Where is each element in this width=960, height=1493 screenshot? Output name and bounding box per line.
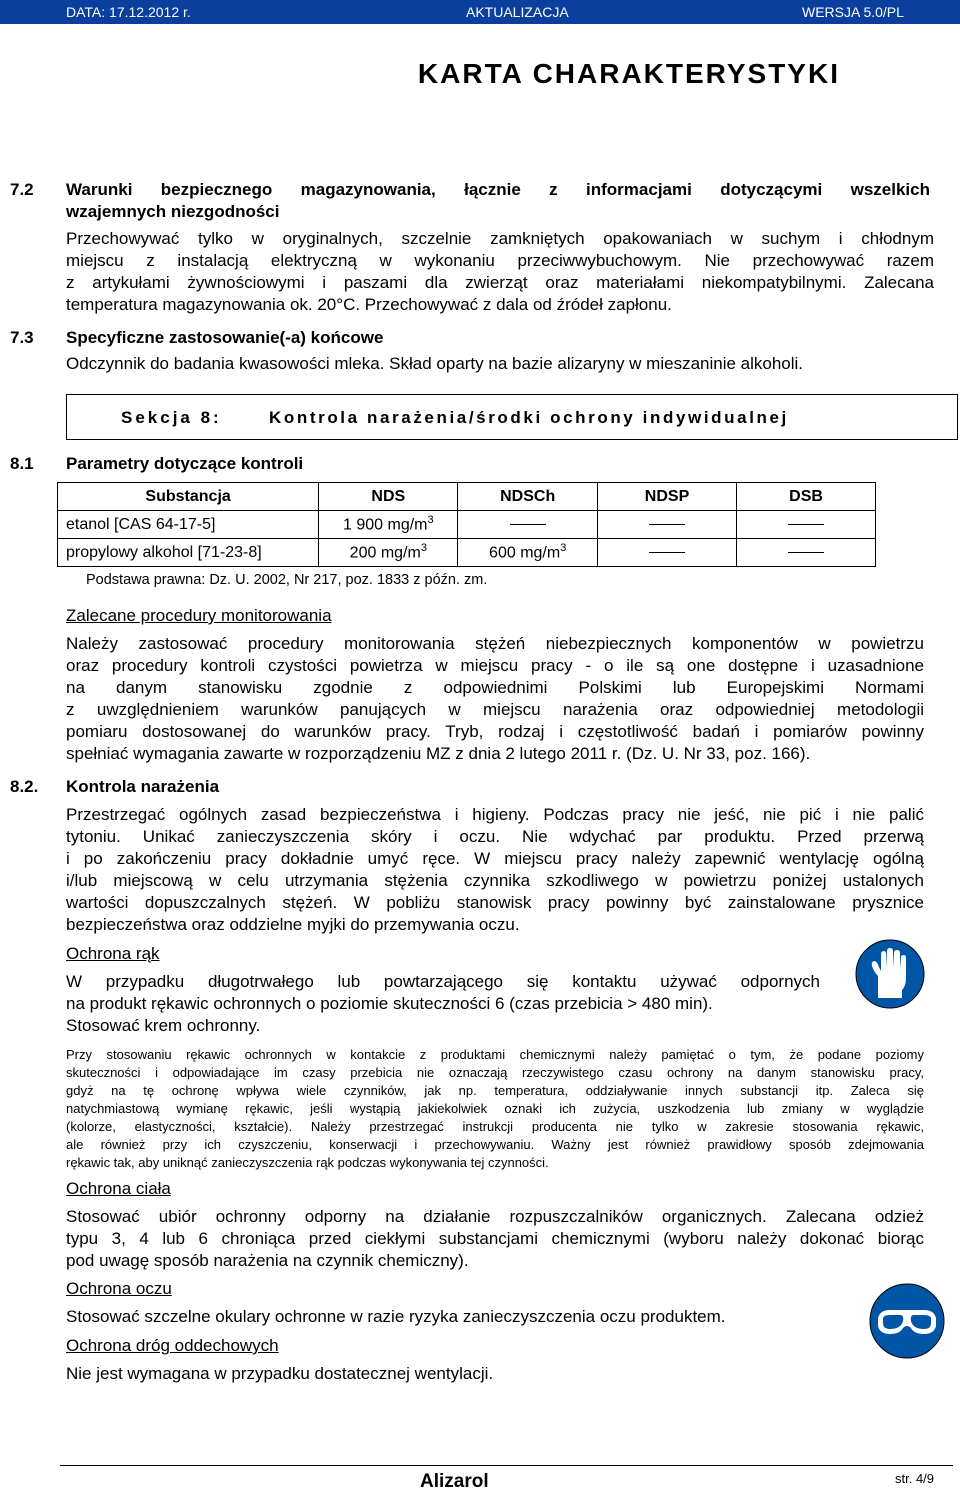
dash-mark bbox=[510, 524, 546, 525]
section-heading: Kontrola narażenia/środki ochrony indywidualnej bbox=[269, 408, 789, 427]
note-line: skuteczności i odpowiadające im czasy przebicia nie oznaczają rzeczywistego czasu ochrony na danym stanowisku pracy, bbox=[66, 1065, 924, 1080]
note-line: (kolorze, elastyczności, kształcie). Należy przestrzegać instrukcji producenta nie tylko w zakresie stosowania rękawic, bbox=[66, 1119, 924, 1134]
note-line: ale również przy ich czyszczeniu, konserwacji i przechowywaniu. Ważny jest również prawidłowy sposób zdejmowania bbox=[66, 1137, 924, 1152]
table-header-row bbox=[58, 483, 876, 511]
paragraph-line: z artykułami żywnościowymi i paszami dla zwierząt oraz materiałami niekompatybilnymi. Zalecana bbox=[66, 273, 934, 292]
exposure-limits-table bbox=[57, 482, 876, 567]
subheading: Ochrona dróg oddechowych bbox=[66, 1336, 279, 1355]
table-cell: etanol [CAS 64-17-5] bbox=[58, 511, 319, 539]
paragraph-line: typu 3, 4 lub 6 chroniąca przed ciekłymi substancjami chemicznymi (wyboru należy dokonać biorąc bbox=[66, 1229, 924, 1248]
paragraph-line: Odczynnik do badania kwasowości mleka. Skład oparty na bazie alizaryny w mieszaninie alkoholi. bbox=[66, 354, 804, 373]
paragraph-line: W przypadku długotrwałego lub powtarzającego się kontaktu używać odpornych bbox=[66, 972, 820, 991]
table-cell: 600 $mg/m^3$ bbox=[458, 539, 598, 567]
header-update: AKTUALIZACJA bbox=[466, 4, 569, 20]
section-title: Parametry dotyczące kontroli bbox=[66, 454, 304, 473]
paragraph-line: bezpieczeństwa oraz oddzielne myjki do przemywania oczu. bbox=[66, 915, 520, 934]
legal-basis: Podstawa prawna: Dz. U. 2002, Nr 217, poz. 1833 z późn. zm. bbox=[86, 572, 488, 588]
footer-page-number: str. 4/9 bbox=[895, 1471, 935, 1486]
paragraph-line: tytoniu. Unikać zanieczyszczenia skóry i oczu. Nie wdychać par produktu. Przed przerwą bbox=[66, 827, 924, 846]
dash-mark bbox=[649, 552, 685, 553]
section-8-banner bbox=[66, 394, 958, 440]
section-number: 7.3 bbox=[10, 328, 34, 347]
table-row bbox=[58, 511, 876, 539]
table-cell bbox=[458, 511, 598, 539]
paragraph-line: na produkt rękawic ochronnych o poziomie skuteczności 6 (czas przebicia > 480 min). bbox=[66, 994, 713, 1013]
header-bar bbox=[0, 0, 960, 24]
note-line: natychmiastową wymianę rękawic, jeśli wystąpią jakiekolwiek oznaki ich zużycia, uszkodzenia lub zmiany w wyglądzie bbox=[66, 1101, 924, 1116]
gloves-mandatory-icon bbox=[854, 938, 926, 1010]
table-cell bbox=[737, 539, 876, 567]
note-line: Przy stosowaniu rękawic ochronnych w kontakcie z produktami chemicznymi należy pamiętać o tym, że podane poziomy bbox=[66, 1047, 924, 1062]
paragraph-line: Stosować szczelne okulary ochronne w razie ryzyka zanieczyszczenia oczu produktem. bbox=[66, 1307, 726, 1326]
paragraph-line: i po zakończeniu pracy dokładnie umyć ręce. W miejscu pracy należy zapewnić wentylację ogólną bbox=[66, 849, 924, 868]
subheading: Ochrona rąk bbox=[66, 944, 160, 963]
paragraph-line: spełniać wymagania zawarte w rozporządzeniu MZ z dnia 2 lutego 2011 r. (Dz. U. Nr 33, poz. 166). bbox=[66, 744, 811, 763]
column-header: NDSCh bbox=[458, 483, 598, 511]
paragraph-line: wartości dopuszczalnych stężeń. W pobliżu stanowisk pracy powinny być zainstalowane prysznice bbox=[66, 893, 924, 912]
table-cell: 200 $mg/m^3$ bbox=[319, 539, 458, 567]
table-cell bbox=[737, 511, 876, 539]
paragraph-line: miejscu z instalacją elektryczną w wykonaniu przeciwwybuchowym. Nie przechowywać razem bbox=[66, 251, 934, 270]
paragraph-line: Stosować krem ochronny. bbox=[66, 1016, 261, 1035]
subheading: Ochrona oczu bbox=[66, 1279, 172, 1298]
header-date: DATA: 17.12.2012 r. bbox=[66, 4, 191, 20]
footer-divider bbox=[60, 1465, 953, 1466]
column-header: DSB bbox=[737, 483, 876, 511]
paragraph-line: Należy zastosować procedury monitorowania stężeń niebezpiecznych komponentów w powietrzu bbox=[66, 634, 924, 653]
table-cell: 1 900 $mg/m^3$ bbox=[319, 511, 458, 539]
table-row bbox=[58, 539, 876, 567]
dash-mark bbox=[649, 524, 685, 525]
column-header: NDS bbox=[319, 483, 458, 511]
table-cell: propylowy alkohol [71-23-8] bbox=[58, 539, 319, 567]
paragraph-line: Przestrzegać ogólnych zasad bezpieczeństwa i higieny. Podczas pracy nie jeść, nie pić i nie palić bbox=[66, 805, 924, 824]
section-label: Sekcja 8: bbox=[121, 408, 222, 427]
note-line: rękawic tak, aby uniknąć zanieczyszczenia rąk podczas wykonywania tej czynności. bbox=[66, 1155, 549, 1170]
paragraph-line: z uwzględnieniem warunków panujących w miejscu narażenia oraz odpowiedniej metodologii bbox=[66, 700, 924, 719]
goggles-mandatory-icon bbox=[868, 1282, 946, 1360]
section-number: 8.1 bbox=[10, 454, 34, 473]
table-cell bbox=[597, 539, 736, 567]
section-title: Specyficzne zastosowanie(-a) końcowe bbox=[66, 328, 384, 347]
paragraph-line: Nie jest wymagana w przypadku dostatecznej wentylacji. bbox=[66, 1364, 494, 1383]
footer-product: Alizarol bbox=[420, 1471, 489, 1492]
section-number: 7.2 bbox=[10, 180, 34, 199]
subheading: Ochrona ciała bbox=[66, 1179, 171, 1198]
table-cell bbox=[597, 511, 736, 539]
column-header: NDSP bbox=[597, 483, 736, 511]
dash-mark bbox=[788, 552, 824, 553]
section-number: 8.2. bbox=[10, 777, 39, 796]
paragraph-line: oraz procedury kontroli czystości powietrza w miejscu pracy - o ile są one dostępne i uzasadnione bbox=[66, 656, 924, 675]
column-header: Substancja bbox=[58, 483, 319, 511]
section-title: Kontrola narażenia bbox=[66, 777, 220, 796]
document-title: KARTA CHARAKTERYSTYKI bbox=[417, 58, 840, 89]
paragraph-line: temperatura magazynowania ok. 20°C. Przechowywać z dala od źródeł zapłonu. bbox=[66, 295, 672, 314]
subheading: Zalecane procedury monitorowania bbox=[66, 606, 332, 625]
paragraph-line: pod uwagę sposób narażenia na czynnik chemiczny). bbox=[66, 1251, 469, 1270]
paragraph-line: i/lub miejscową w celu utrzymania stężenia czynnika szkodliwego w powietrzu poniżej ustalonych bbox=[66, 871, 924, 890]
note-line: gdyż na tę ochronę wpływa wiele czynników, jak np. temperatura, oddziaływanie innych substancji itp. Zaleca się bbox=[66, 1083, 924, 1098]
dash-mark bbox=[788, 524, 824, 525]
paragraph-line: pomiaru dostosowanej do warunków pracy. Tryb, rodzaj i częstotliwość badań i pomiarów powinny bbox=[66, 722, 924, 741]
section-title-cont: wzajemnych niezgodności bbox=[66, 202, 280, 221]
section-title: Warunki bezpiecznego magazynowania, łącznie z informacjami dotyczącymi wszelkich bbox=[66, 180, 930, 199]
paragraph-line: na danym stanowisku zgodnie z odpowiednimi Polskimi lub Europejskimi Normami bbox=[66, 678, 924, 697]
header-version: WERSJA 5.0/PL bbox=[802, 4, 904, 20]
paragraph-line: Przechowywać tylko w oryginalnych, szczelnie zamkniętych opakowaniach w suchym i chłodnym bbox=[66, 229, 934, 248]
paragraph-line: Stosować ubiór ochronny odporny na działanie rozpuszczalników organicznych. Zalecana odzież bbox=[66, 1207, 924, 1226]
